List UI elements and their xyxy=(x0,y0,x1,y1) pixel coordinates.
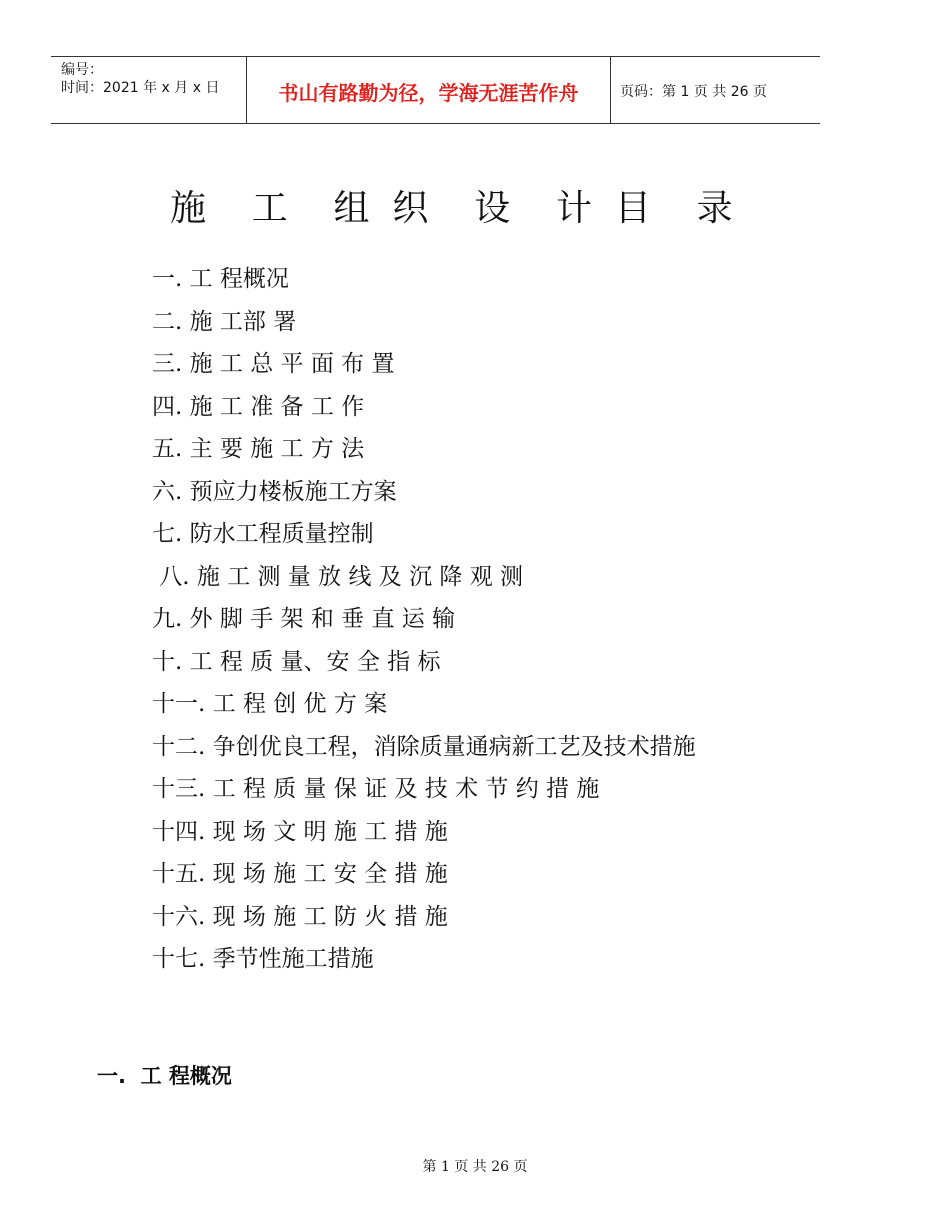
toc-list xyxy=(152,258,696,981)
page-footer: 第 1 页 共 26 页 xyxy=(422,1159,528,1175)
header-motto-cell xyxy=(247,57,611,123)
header-info-cell xyxy=(51,57,247,123)
toc-item: 八. 施 工 测 量 放 线 及 沉 降 观 测 xyxy=(152,563,524,590)
toc-item: 十四. 现 场 文 明 施 工 措 施 xyxy=(152,818,448,845)
document-number: 编号： xyxy=(61,62,103,78)
toc-item: 十六. 现 场 施 工 防 火 措 施 xyxy=(152,903,448,930)
header-page-cell xyxy=(611,57,820,123)
toc-item: 十. 工 程 质 量、安 全 指 标 xyxy=(152,648,441,675)
toc-item: 三. 施 工 总 平 面 布 置 xyxy=(152,351,395,377)
document-header xyxy=(51,56,820,124)
toc-item: 十一. 工 程 创 优 方 案 xyxy=(152,691,388,717)
toc-item: 十五. 现 场 施 工 安 全 措 施 xyxy=(152,861,448,887)
section-heading: 一. 工 程概况 xyxy=(97,1064,232,1088)
toc-title: 施 工 组 织 设 计 目 录 xyxy=(170,188,733,229)
toc-item: 二. 施 工部 署 xyxy=(152,308,297,335)
page-code: 页码：第 1 页 共 26 页 xyxy=(620,84,767,100)
toc-item: 九. 外 脚 手 架 和 垂 直 运 输 xyxy=(152,606,456,632)
toc-item: 一. 工 程概况 xyxy=(152,266,289,292)
toc-item: 四. 施 工 准 备 工 作 xyxy=(152,393,365,420)
toc-item: 五. 主 要 施 工 方 法 xyxy=(152,436,365,462)
toc-item: 六. 预应力楼板施工方案 xyxy=(152,478,397,505)
toc-item: 七. 防水工程质量控制 xyxy=(152,521,374,547)
toc-item: 十二. 争创优良工程，消除质量通病新工艺及技术措施 xyxy=(152,733,696,760)
toc-item: 十三. 工 程 质 量 保 证 及 技 术 节 约 措 施 xyxy=(152,776,600,802)
motto-text: 书山有路勤为径，学海无涯苦作舟 xyxy=(278,81,579,105)
toc-item: 十七. 季节性施工措施 xyxy=(152,946,374,972)
document-date: 时间：2021 年 x 月 x 日 xyxy=(61,80,220,96)
